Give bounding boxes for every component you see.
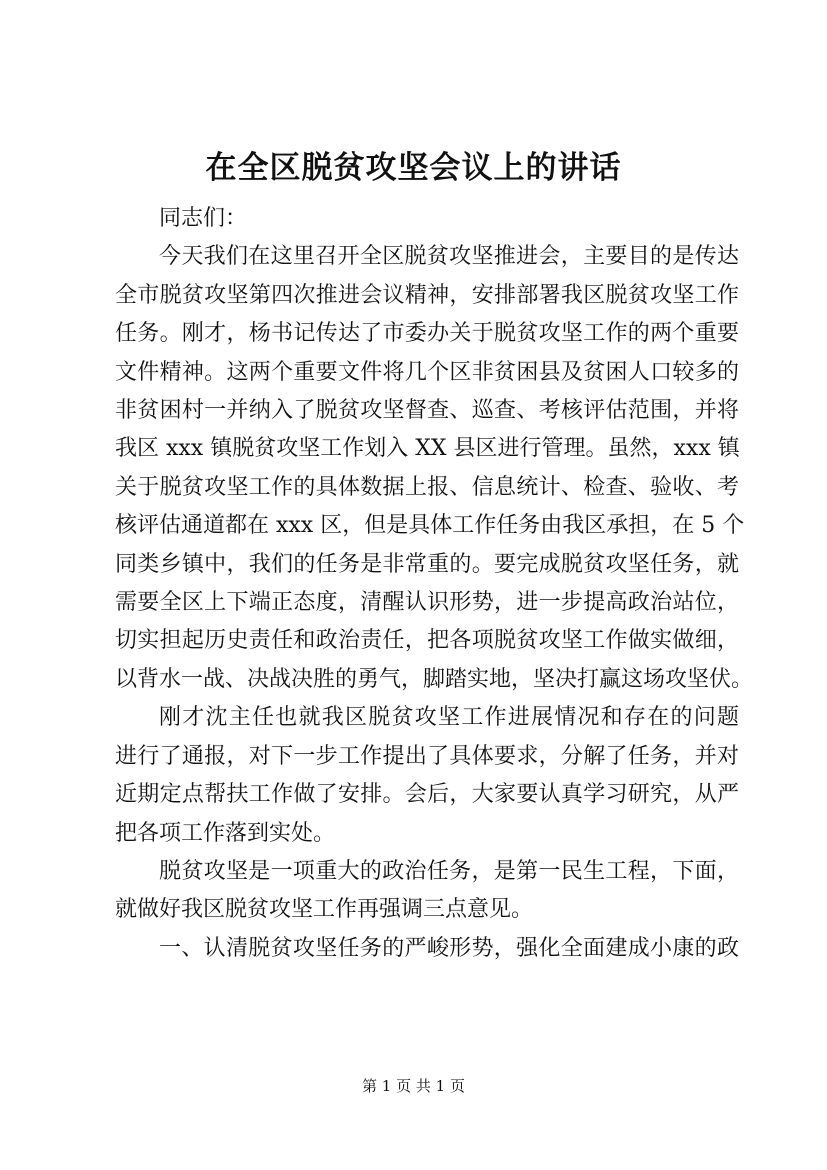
paragraph-line: 同类乡镇中，我们的任务是非常重的。要完成脱贫攻坚任务，就 (115, 551, 739, 577)
paragraph-line: 近期定点帮扶工作做了安排。会后，大家要认真学习研究，从严 (115, 782, 739, 808)
paragraph-line: 把各项工作落到实处。 (115, 820, 336, 846)
page-number: 第 1 页 共 1 页 (362, 1077, 465, 1095)
paragraph-line: 切实担起历史责任和政治责任，把各项脱贫攻坚工作做实做细， (115, 628, 739, 654)
section-heading-line: 一、认清脱贫攻坚任务的严峻形势，强化全面建成小康的政 (159, 935, 739, 961)
salutation-line: 同志们： (159, 206, 248, 231)
paragraph-line: 需要全区上下端正态度，清醒认识形势，进一步提高政治站位， (115, 590, 739, 616)
paragraph-line: 进行了通报，对下一步工作提出了具体要求，分解了任务，并对 (115, 743, 739, 769)
document-body (115, 200, 754, 968)
paragraph-line: 非贫困村一并纳入了脱贫攻坚督查、巡查、考核评估范围，并将 (115, 398, 739, 424)
paragraph-line: 关于脱贫攻坚工作的具体数据上报、信息统计、检查、验收、考 (115, 474, 739, 500)
paragraph-line: 我区 xxx 镇脱贫攻坚工作划入 XX 县区进行管理。虽然，xxx 镇 (115, 436, 740, 462)
paragraph-line: 以背水一战、决战决胜的勇气，脚踏实地，坚决打赢这场攻坚伏。 (115, 666, 754, 692)
paragraph-line: 任务。刚才，杨书记传达了市委办关于脱贫攻坚工作的两个重要 (115, 321, 739, 347)
document-title: 在全区脱贫攻坚会议上的讲话 (205, 150, 622, 186)
paragraph-line: 全市脱贫攻坚第四次推进会议精神，安排部署我区脱贫攻坚工作 (115, 282, 739, 308)
paragraph-line: 刚才沈主任也就我区脱贫攻坚工作进展情况和存在的问题 (159, 705, 739, 731)
paragraph-line: 脱贫攻坚是一项重大的政治任务，是第一民生工程，下面， (159, 858, 739, 884)
paragraph-line: 就做好我区脱贫攻坚工作再强调三点意见。 (115, 897, 534, 923)
paragraph-line: 今天我们在这里召开全区脱贫攻坚推进会，主要目的是传达 (159, 244, 739, 270)
paragraph-line: 文件精神。这两个重要文件将几个区非贫困县及贫困人口较多的 (115, 359, 739, 385)
paragraph-line: 核评估通道都在 xxx 区，但是具体工作任务由我区承担，在 5 个 (115, 513, 745, 539)
